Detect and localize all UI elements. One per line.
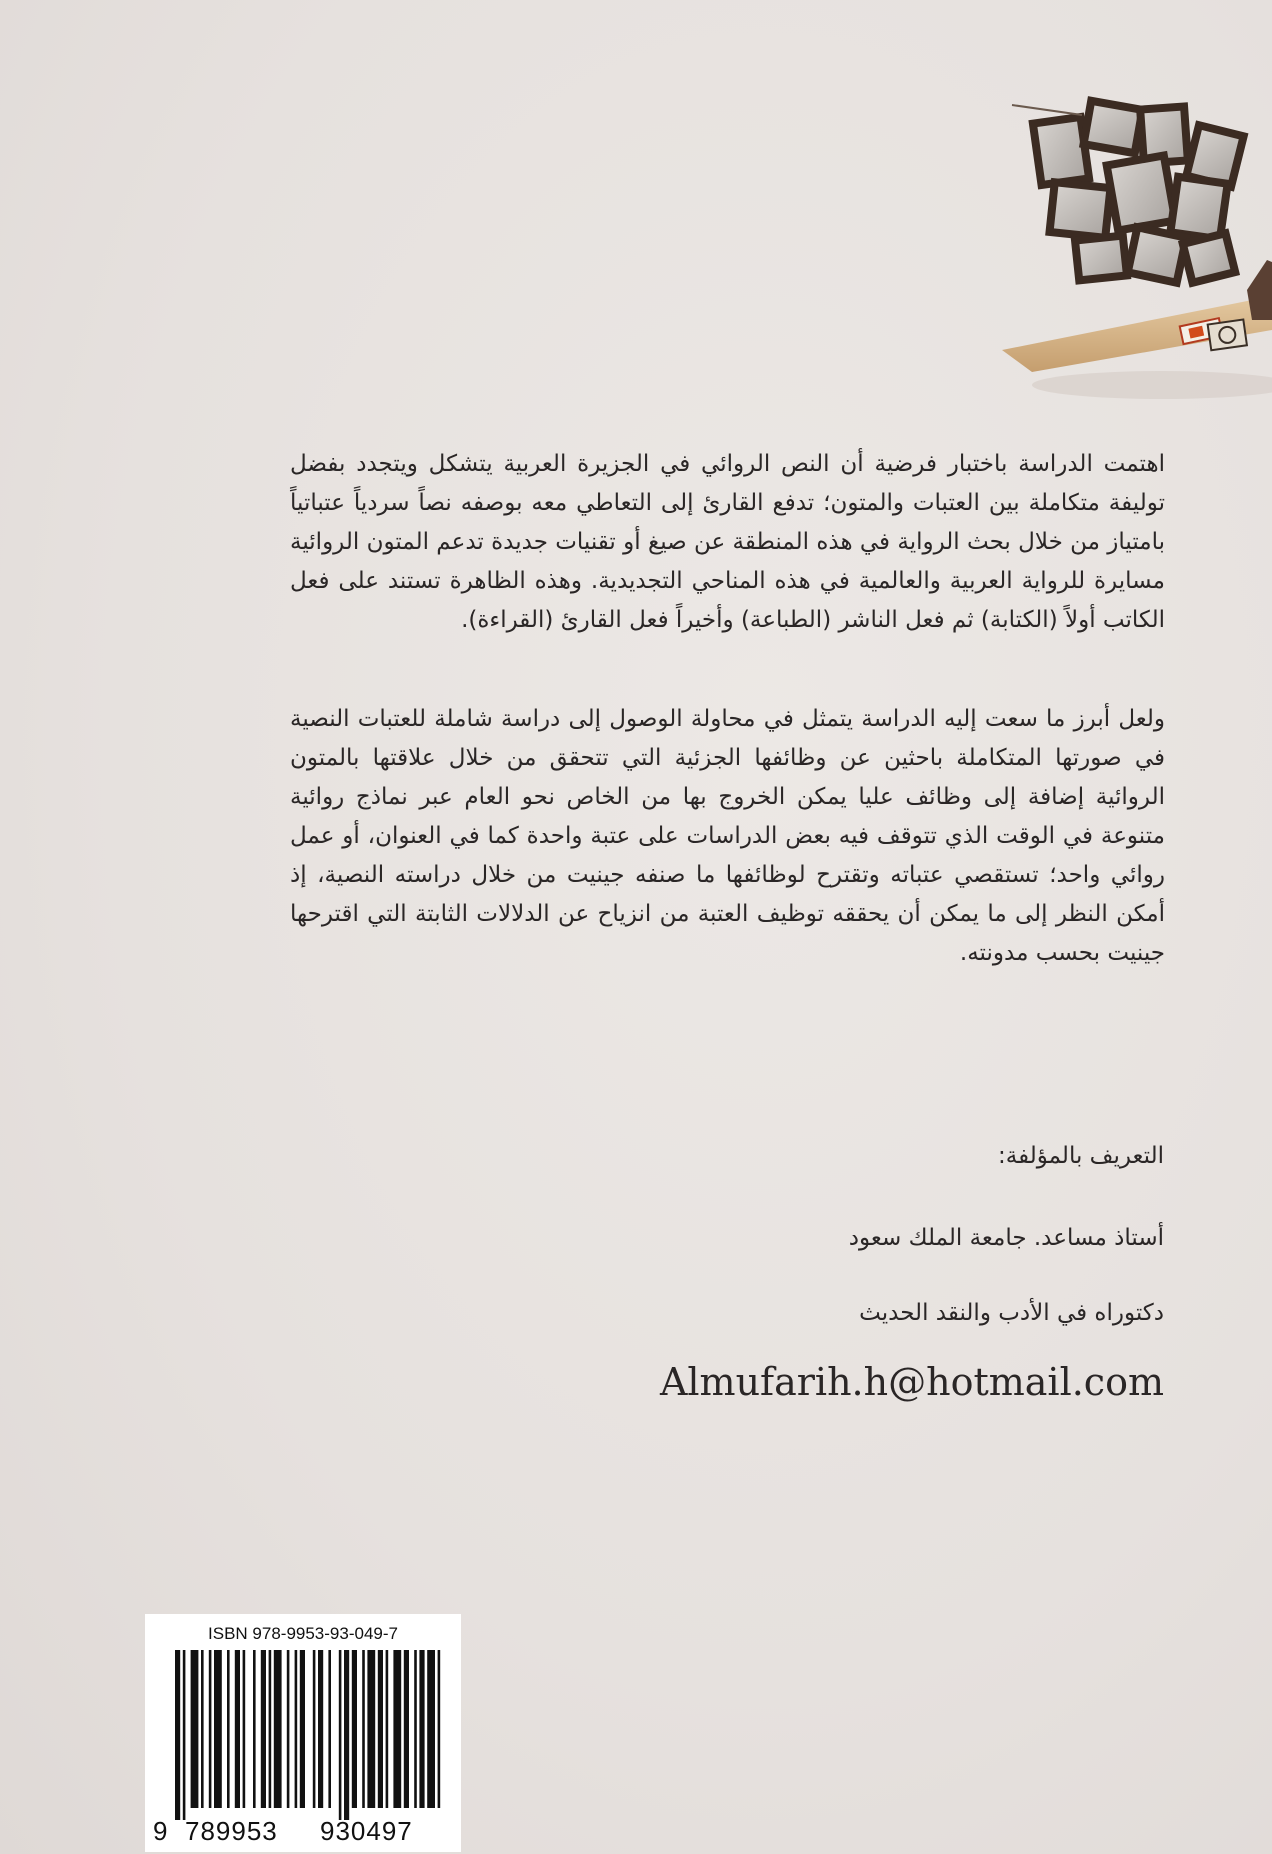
barcode-bar bbox=[201, 1650, 204, 1808]
barcode-bar bbox=[261, 1650, 266, 1808]
barcode-bar bbox=[339, 1650, 342, 1820]
barcode-bar bbox=[295, 1650, 298, 1808]
barcode-bar bbox=[269, 1650, 272, 1808]
barcode-bar bbox=[386, 1650, 389, 1808]
barcode-bar bbox=[404, 1650, 409, 1808]
isbn-barcode bbox=[145, 1614, 461, 1852]
barcode-bar bbox=[378, 1650, 383, 1808]
barcode-bar bbox=[209, 1650, 212, 1808]
barcode-bar bbox=[243, 1650, 246, 1808]
barcode-bar bbox=[175, 1650, 180, 1820]
author-degree: دكتوراه في الأدب والنقد الحديث bbox=[859, 1300, 1164, 1326]
barcode-bar bbox=[183, 1650, 186, 1820]
barcode-bar bbox=[352, 1650, 357, 1808]
barcode-bar bbox=[235, 1650, 240, 1808]
mirrors-artwork bbox=[912, 0, 1272, 420]
barcode-bar bbox=[438, 1650, 441, 1808]
barcode-bar bbox=[253, 1650, 256, 1808]
description-paragraph-2: ولعل أبرز ما سعت إليه الدراسة يتمثل في محاولة الوصول إلى دراسة شاملة للعتبات النصية في صورتها المتكاملة باحثين عن وظائفها الجزئية التي تتحقق من خلال علاقتها بالمتون الروائية إضافة إلى وظائف عليا يمكن الخروج بها من الخاص نحو العام عبر نماذج روائية متنوعة في الوقت الذي تتوقف فيه بعض الدراسات على عتبة واحدة كما في العنوان، أو عمل روائي واحد؛ تستقصي عتباته وتقترح لوظائفها ما صنفه جينيت من خلال دراسته النصية، إذ أمكن النظر إلى ما يمكن أن يحققه توظيف العتبة من انزياح عن الدلالات الثابتة التي اقترحها جينيت بحسب مدونته. bbox=[290, 706, 1165, 966]
barcode-bar bbox=[313, 1650, 316, 1808]
barcode-digit-first: 9 bbox=[153, 1816, 168, 1846]
barcode-bar bbox=[214, 1650, 222, 1808]
barcode-bar bbox=[300, 1650, 305, 1808]
barcode-bar bbox=[191, 1650, 199, 1808]
barcode-digits-right: 930497 bbox=[320, 1816, 413, 1846]
author-heading: التعريف بالمؤلفة: bbox=[998, 1143, 1164, 1169]
barcode-bar bbox=[344, 1650, 349, 1820]
barcode-bars bbox=[155, 1650, 451, 1820]
barcode-bar bbox=[328, 1650, 331, 1808]
author-email: Almufarih.h@hotmail.com bbox=[659, 1360, 1164, 1404]
barcode-bar bbox=[414, 1650, 417, 1808]
barcode-bar bbox=[393, 1650, 401, 1808]
barcode-digits-left: 789953 bbox=[185, 1816, 278, 1846]
description-paragraph-1: اهتمت الدراسة باختبار فرضية أن النص الروائي في الجزيرة العربية يتشكل ويتجدد بفضل توليفة متكاملة بين العتبات والمتون؛ تدفع القارئ إلى التعاطي معه بوصفه نصاً سردياً عتباتياً بامتياز من خلال بحث الرواية في هذه المنطقة عن صيغ أو تقنيات جديدة تدعم المتون الروائية مسايرة للرواية العربية والعالمية في هذه المناحي التجديدية. وهذه الظاهرة تستند على فعل الكاتب أولاً (الكتابة) ثم فعل الناشر (الطباعة) وأخيراً فعل القارئ (القراءة). bbox=[290, 451, 1165, 633]
barcode-bar bbox=[274, 1650, 282, 1808]
barcode-bar bbox=[419, 1650, 424, 1808]
barcode-bar bbox=[427, 1650, 435, 1808]
barcode-bar bbox=[318, 1650, 323, 1808]
barcode-bar bbox=[362, 1650, 365, 1808]
barcode-bar bbox=[287, 1650, 290, 1808]
isbn-label: ISBN 978-9953-93-049-7 bbox=[208, 1624, 398, 1643]
barcode-bar bbox=[227, 1650, 230, 1808]
author-position: أستاذ مساعد. جامعة الملك سعود bbox=[848, 1225, 1164, 1251]
barcode-bar bbox=[367, 1650, 375, 1808]
